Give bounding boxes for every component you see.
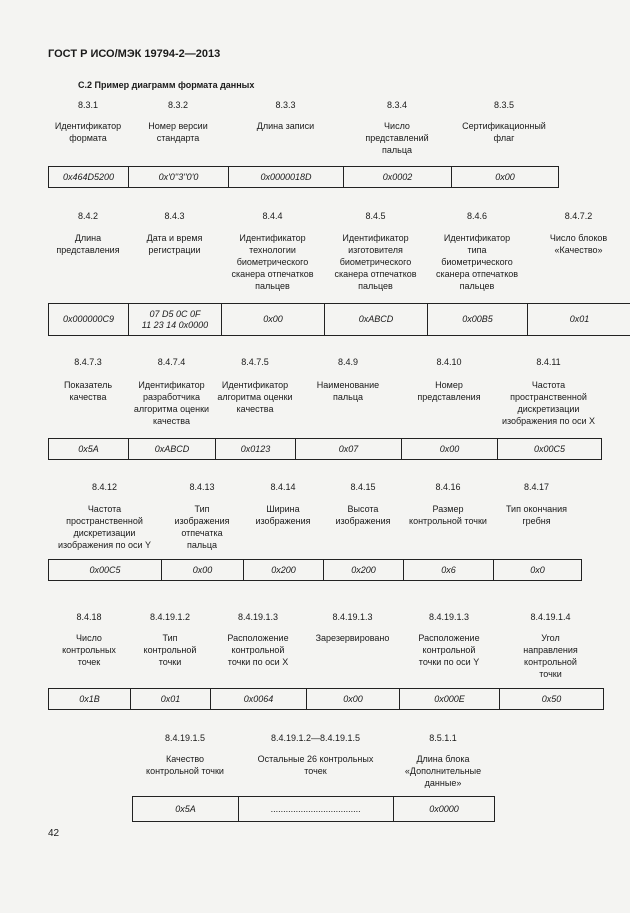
field-label: Качество контрольной точки (146, 754, 224, 776)
field-number: 8.3.5 (493, 100, 515, 110)
value-cell: 0x00C5 (533, 443, 566, 454)
value-cell: 0x200 (324, 560, 404, 580)
value-cell: 0x464D5200 (49, 167, 129, 187)
field-number: 8.4.19.1.5 (164, 733, 206, 743)
value-row (48, 303, 630, 336)
value-cell: 0x0002 (344, 167, 452, 187)
value-cell: 0x000000C9 (49, 304, 129, 335)
field-number: 8.4.16 (435, 482, 461, 492)
value-cell: 0x00C5 (49, 560, 162, 580)
field-number: 8.4.10 (436, 357, 462, 367)
value-cell: 0x00B5 (428, 304, 528, 335)
field-label: Угол направления контрольной точки (523, 633, 578, 679)
value-row (48, 438, 602, 460)
document-header: ГОСТ Р ИСО/МЭК 19794-2—2013 (48, 48, 221, 60)
value-cell: 0x000E (400, 689, 500, 709)
field-number: 8.4.4 (262, 211, 283, 221)
value-cell: 0xABCD (325, 304, 428, 335)
value-cell: 0x00 (307, 689, 400, 709)
page-number: 42 (48, 828, 60, 839)
value-cell: 0x00 (222, 304, 325, 335)
field-number: 8.4.2 (77, 211, 99, 221)
field-label: Идентификатор изготовителя биометрического сканера отпечатков пальцев (334, 233, 417, 291)
field-number: 8.4.7.2 (564, 211, 593, 221)
field-number: 8.4.12 (91, 482, 118, 492)
field-label: Номер представления (417, 380, 481, 402)
field-label: Высота изображения (335, 504, 391, 526)
field-number: 8.4.9 (337, 357, 359, 367)
value-cell: 0x0123 (216, 439, 296, 459)
value-row (132, 796, 495, 822)
field-label: Идентификатор формата (54, 121, 122, 143)
value-cell: 0x5A (133, 797, 239, 821)
field-label: Зарезервировано (315, 633, 390, 643)
field-number: 8.4.3 (164, 211, 185, 221)
field-label: Наименование пальца (316, 380, 380, 402)
field-label: Число контрольных точек (62, 633, 116, 667)
value-cell: 0x0000 (429, 803, 459, 814)
field-number: 8.3.4 (386, 100, 408, 110)
field-label: Расположение контрольной точки по оси Y (418, 633, 480, 667)
value-cell: 0x01 (131, 689, 211, 709)
field-label: Дата и время регистрации (146, 233, 203, 255)
value-cell: 07 D5 0C 0F 11 23 14 0x0000 (129, 304, 222, 335)
field-label: Длина блока «Дополнительные данные» (404, 754, 482, 788)
field-number: 8.4.19.1.2 (149, 612, 191, 622)
field-label: Тип контрольной точки (143, 633, 197, 667)
value-cell: 0x00 (402, 439, 498, 459)
value-row (48, 688, 604, 710)
value-row (48, 559, 582, 581)
field-number: 8.4.7.5 (241, 357, 269, 367)
field-number: 8.4.7.4 (157, 357, 186, 367)
value-cell: 0x00 (495, 171, 515, 182)
field-number: 8.4.18 (76, 612, 102, 622)
field-number: 8.3.2 (167, 100, 189, 110)
field-label: Номер версии стандарта (148, 121, 208, 143)
field-number: 8.4.6 (466, 211, 488, 221)
field-number: 8.4.11 (536, 357, 561, 367)
field-label: Число представлений пальца (365, 121, 429, 155)
field-label: Число блоков «Качество» (549, 233, 608, 255)
value-cell: 0x0 (530, 564, 545, 575)
value-row (48, 166, 559, 188)
field-number: 8.3.3 (275, 100, 296, 110)
field-number: 8.4.19.1.3 (428, 612, 470, 622)
value-cell: 0x01 (569, 314, 590, 324)
field-number: 8.4.14 (270, 482, 296, 492)
field-number: 8.4.15 (350, 482, 376, 492)
field-number: 8.4.19.1.3 (332, 612, 373, 622)
value-cell: 0x6 (404, 560, 494, 580)
value-cell: 0x50 (541, 693, 562, 704)
section-title: С.2 Пример диаграмм формата данных (78, 80, 255, 90)
field-number: 8.3.1 (77, 100, 99, 110)
field-number: 8.4.19.1.2—8.4.19.1.5 (270, 733, 361, 743)
field-number: 8.5.1.1 (429, 733, 457, 743)
field-number: 8.4.13 (189, 482, 215, 492)
field-label: Частота пространственной дискретизации изображения по оси X (501, 380, 596, 426)
value-cell: 0x0064 (211, 689, 307, 709)
field-label: Частота пространственной дискретизации изображения по оси Y (57, 504, 152, 550)
value-cell: 0x200 (244, 560, 324, 580)
value-cell: .................................... (239, 797, 394, 821)
value-cell: 0x1B (49, 689, 131, 709)
field-label: Длина представления (56, 233, 120, 255)
value-cell: 0x0000018D (229, 167, 344, 187)
value-cell: 0x'0''3''0'0 (129, 167, 229, 187)
field-label: Показатель качества (63, 380, 113, 402)
field-label: Идентификатор алгоритма оценки качества (217, 380, 293, 414)
field-number: 8.4.19.1.4 (530, 612, 571, 622)
field-label: Тип изображения отпечатка пальца (174, 504, 230, 550)
field-label: Идентификатор разработчика алгоритма оценки качества (133, 380, 210, 426)
field-label: Идентификатор типа биометрического сканера отпечатков пальцев (435, 233, 519, 291)
field-label: Остальные 26 контрольных точек (257, 754, 374, 776)
field-number: 8.4.17 (523, 482, 550, 492)
field-number: 8.4.19.1.3 (237, 612, 279, 622)
field-label: Тип окончания гребня (505, 504, 568, 526)
field-number: 8.4.7.3 (74, 357, 102, 367)
field-label: Размер контрольной точки (409, 504, 487, 526)
field-label: Идентификатор технологии биометрического сканера отпечатков пальцев (231, 233, 314, 291)
field-label: Ширина изображения (255, 504, 311, 526)
field-number: 8.4.5 (365, 211, 386, 221)
field-label: Сертификационный флаг (462, 121, 546, 143)
field-label: Расположение контрольной точки по оси X (227, 633, 289, 667)
value-cell: 0x00 (162, 560, 244, 580)
value-cell: 0xABCD (129, 439, 216, 459)
field-label: Длина записи (256, 121, 315, 131)
value-cell: 0x07 (296, 439, 402, 459)
value-cell: 0x5A (49, 439, 129, 459)
